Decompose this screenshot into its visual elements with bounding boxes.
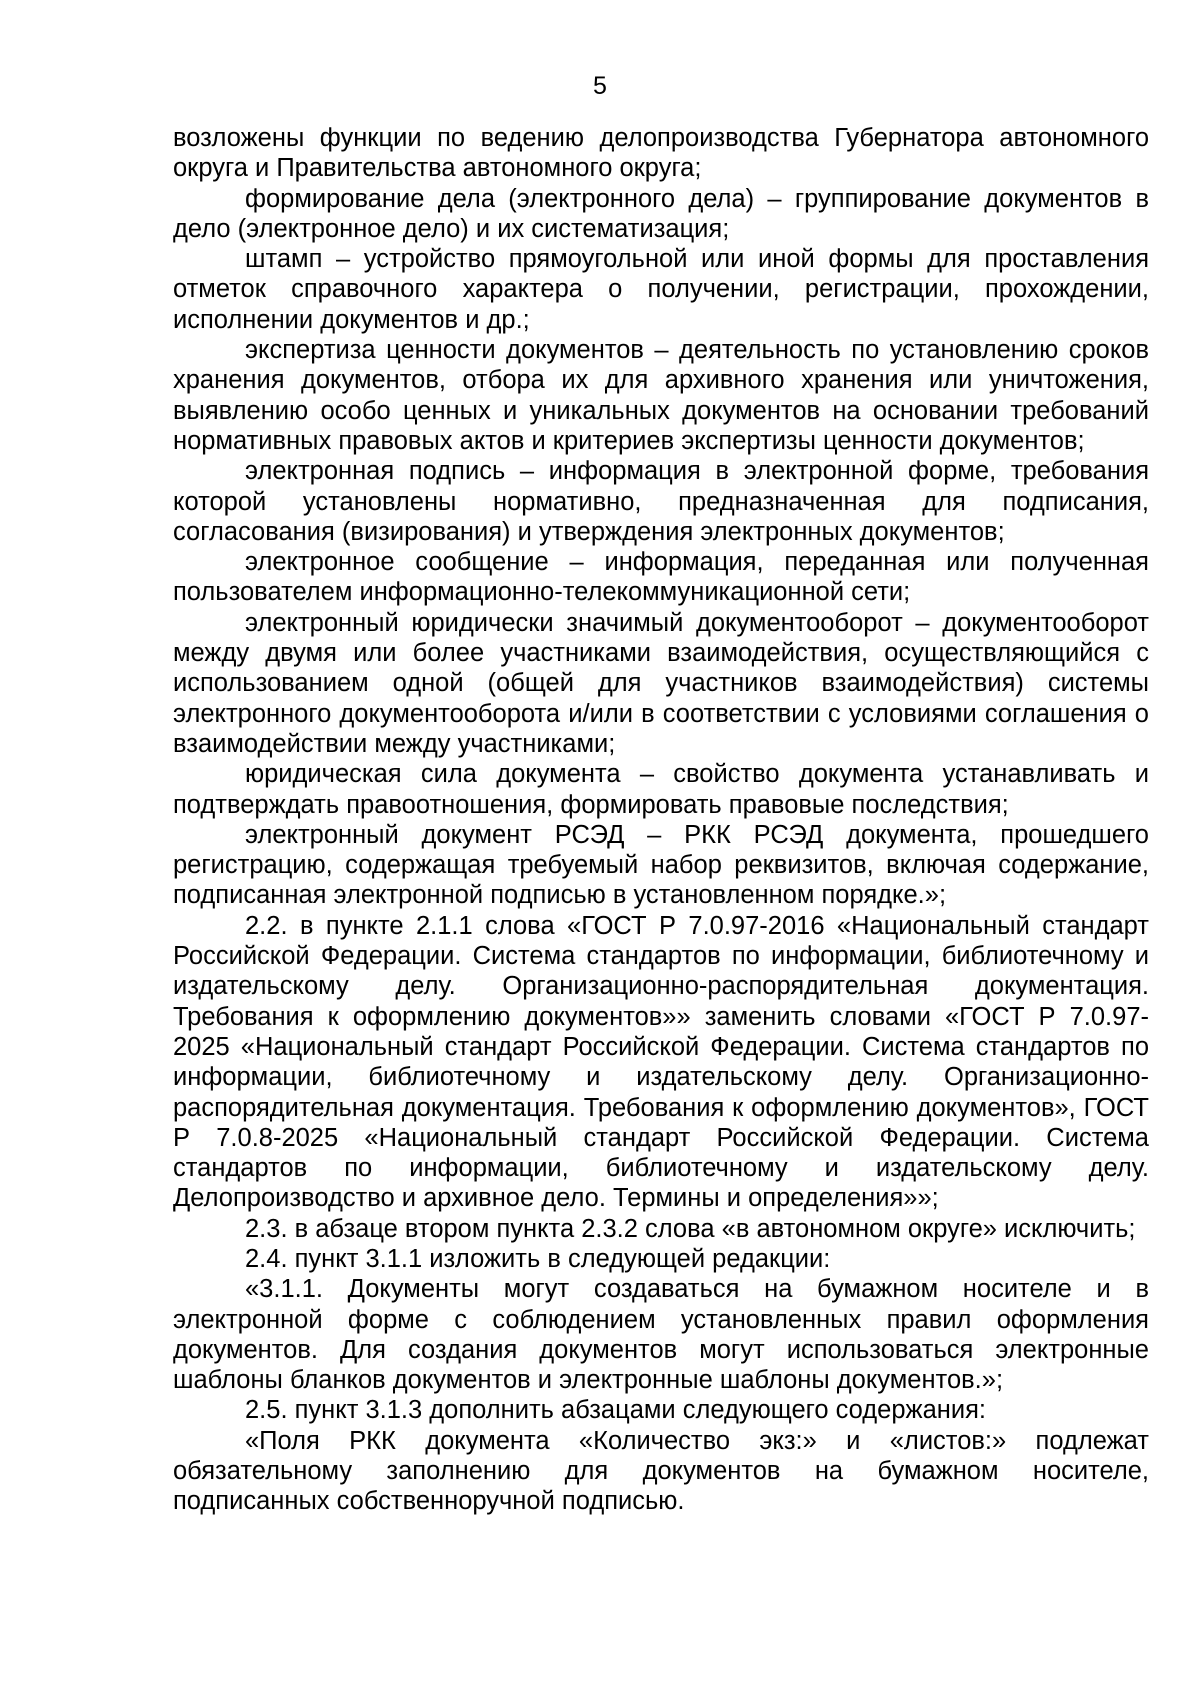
document-body [173,123,1149,1517]
paragraph: электронный юридически значимый документооборот – документооборот между двумя или более участниками взаимодействия, осуществляющийся с использованием одной (общей для участников взаимодействия) системы электронного документооборота и/или в соответствии с условиями соглашения о взаимодействии между участниками; [173,608,1149,758]
paragraph: 2.4. пункт 3.1.1 изложить в следующей редакции: [245,1244,831,1273]
paragraph: электронное сообщение – информация, переданная или полученная пользователем информационно-телекоммуникационной сети; [173,548,1149,607]
paragraph: формирование дела (электронного дела) – группирование документов в дело (электронное дело) и их систематизация; [173,184,1149,243]
page-number: 5 [593,72,607,100]
paragraph: возложены функции по ведению делопроизводства Губернатора автономного округа и Правительства автономного округа; [173,124,1149,183]
paragraph: 2.2. в пункте 2.1.1 слова «ГОСТ Р 7.0.97-2016 «Национальный стандарт Российской Федерации. Система стандартов по информации, библиотечному и издательскому делу. Организационно-распорядительная документация. Требования к оформлению документов»» заменить словами «ГОСТ Р 7.0.97-2025 «Национальный стандарт Российской Федерации. Система стандартов по информации, библиотечному и издательскому делу. Организационно-распорядительная документация. Требования к оформлению документов», ГОСТ Р 7.0.8-2025 «Национальный стандарт Российской Федерации. Система стандартов по информации, библиотечному и издательскому делу. Делопроизводство и архивное дело. Термины и определения»»; [173,911,1149,1213]
paragraph: 2.3. в абзаце втором пункта 2.3.2 слова «в автономном округе» исключить; [245,1214,1136,1243]
paragraph: «Поля РКК документа «Количество экз:» и «листов:» подлежат обязательному заполнению для документов на бумажном носителе, подписанных собственноручной подписью. [173,1426,1149,1516]
paragraph: «3.1.1. Документы могут создаваться на бумажном носителе и в электронной форме с соблюдением установленных правил оформления документов. Для создания документов могут использоваться электронные шаблоны бланков документов и электронные шаблоны документов.»; [173,1275,1149,1395]
paragraph: электронная подпись – информация в электронной форме, требования которой установлены нормативно, предназначенная для подписания, согласования (визирования) и утверждения электронных документов; [173,457,1149,546]
paragraph: штамп – устройство прямоугольной или иной формы для проставления отметок справочного характера о получении, регистрации, прохождении, исполнении документов и др.; [173,245,1149,334]
paragraph: юридическая сила документа – свойство документа устанавливать и подтверждать правоотношения, формировать правовые последствия; [173,760,1149,819]
paragraph: 2.5. пункт 3.1.3 дополнить абзацами следующего содержания: [245,1396,987,1425]
paragraph: электронный документ РСЭД – РКК РСЭД документа, прошедшего регистрацию, содержащая требуемый набор реквизитов, включая содержание, подписанная электронной подписью в установленном порядке.»; [173,820,1149,910]
paragraph: экспертиза ценности документов – деятельность по установлению сроков хранения документов, отбора их для архивного хранения или уничтожения, выявлению особо ценных и уникальных документов на основании требований нормативных правовых актов и критериев экспертизы ценности документов; [173,336,1149,455]
